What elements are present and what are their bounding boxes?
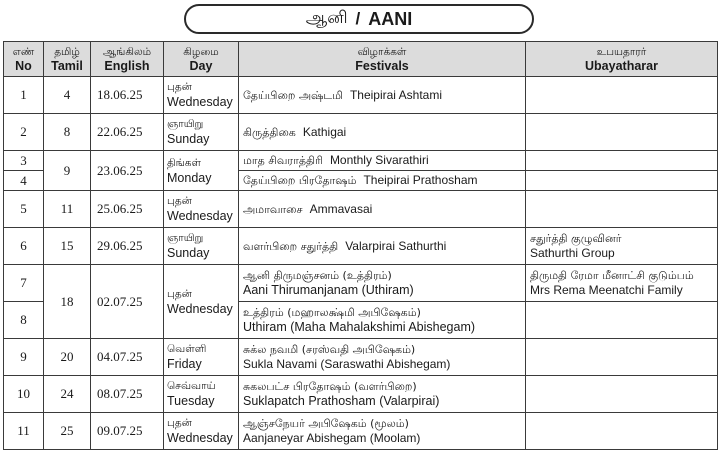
table-row [4,151,718,171]
row-ubayatharar: சதுர்த்தி குழுவினர் Sathurthi Group [526,228,718,265]
row-ubayatharar [526,151,718,171]
row-english-date: 22.06.25 [91,114,164,151]
row-english-date: 23.06.25 [91,151,164,191]
table-row [4,339,718,376]
header-ubayatharar: உபயதாரர் Ubayatharar [526,42,718,77]
row-festival: தேய்பிறை பிரதோஷம் Theipirai Prathosham [239,171,526,191]
row-day: புதன் Wednesday [164,77,239,114]
row-day: புதன் Wednesday [164,191,239,228]
row-festival: சுக்ல நவமி (சரஸ்வதி அபிஷேகம்) Sukla Navami (Saraswathi Abishegam) [239,339,526,376]
row-ubayatharar [526,171,718,191]
row-english-date: 02.07.25 [91,265,164,339]
row-tamil-date: 18 [44,265,91,339]
row-festival: உத்திரம் (மஹாலக்ஷ்மி அபிஷேகம்) Uthiram (Maha Mahalakshimi Abishegam) [239,302,526,339]
row-day: புதன் Wednesday [164,265,239,339]
table-row [4,77,718,114]
row-tamil-date: 4 [44,77,91,114]
row-no: 6 [4,228,44,265]
row-no: 1 [4,77,44,114]
row-ubayatharar [526,77,718,114]
row-ubayatharar [526,413,718,450]
table-row [4,265,718,302]
row-ubayatharar: திருமதி ரேமா மீனாட்சி குடும்பம் Mrs Rema Meenatchi Family [526,265,718,302]
row-no: 2 [4,114,44,151]
row-tamil-date: 25 [44,413,91,450]
row-day: செவ்வாய் Tuesday [164,376,239,413]
row-english-date: 04.07.25 [91,339,164,376]
row-day: புதன் Wednesday [164,413,239,450]
header-festivals: விழாக்கள் Festivals [239,42,526,77]
row-ubayatharar [526,339,718,376]
row-festival: மாத சிவராத்திரி Monthly Sivarathiri [239,151,526,171]
table-row [4,114,718,151]
row-no: 7 [4,265,44,302]
row-no: 9 [4,339,44,376]
row-festival: ஆஞ்சநேயர் அபிஷேகம் (மூலம்) Aanjaneyar Abishegam (Moolam) [239,413,526,450]
row-day: திங்கள் Monday [164,151,239,191]
table-row [4,376,718,413]
header-day: கிழமை Day [164,42,239,77]
row-tamil-date: 20 [44,339,91,376]
row-ubayatharar [526,114,718,151]
row-no: 5 [4,191,44,228]
row-festival: ஆனி திருமஞ்சனம் (உத்திரம்) Aani Thirumanjanam (Uthiram) [239,265,526,302]
table-row [4,228,718,265]
row-festival: சுகலபட்ச பிரதோஷம் (வளர்பிறை) Suklapatch Prathosham (Valarpirai) [239,376,526,413]
month-title [184,4,534,34]
row-day: ஞாயிறு Sunday [164,114,239,151]
row-ubayatharar [526,302,718,339]
header-tamil-date: தமிழ் Tamil [44,42,91,77]
row-no: 4 [4,171,44,191]
row-no: 10 [4,376,44,413]
row-no: 11 [4,413,44,450]
row-english-date: 08.07.25 [91,376,164,413]
row-english-date: 09.07.25 [91,413,164,450]
table-row [4,191,718,228]
row-festival: கிருத்திகை Kathigai [239,114,526,151]
month-title-slash: / [355,9,361,28]
row-ubayatharar [526,191,718,228]
row-tamil-date: 8 [44,114,91,151]
row-tamil-date: 15 [44,228,91,265]
festival-table [3,41,718,450]
row-english-date: 25.06.25 [91,191,164,228]
row-ubayatharar [526,376,718,413]
header-no: எண் No [4,42,44,77]
row-english-date: 18.06.25 [91,77,164,114]
row-no: 8 [4,302,44,339]
month-title-tamil: ஆனி [305,8,348,28]
row-festival: வளர்பிறை சதுர்த்தி Valarpirai Sathurthi [239,228,526,265]
header-english-date: ஆங்கிலம் English [91,42,164,77]
month-title-english: AANI [368,8,413,29]
row-festival: அமாவாசை Ammavasai [239,191,526,228]
row-tamil-date: 24 [44,376,91,413]
row-english-date: 29.06.25 [91,228,164,265]
row-day: ஞாயிறு Sunday [164,228,239,265]
row-day: வெள்ளி Friday [164,339,239,376]
row-tamil-date: 11 [44,191,91,228]
row-festival: தேய்பிறை அஷ்டமி Theipirai Ashtami [239,77,526,114]
row-no: 3 [4,151,44,171]
row-tamil-date: 9 [44,151,91,191]
table-row [4,413,718,450]
header-row [4,42,718,77]
